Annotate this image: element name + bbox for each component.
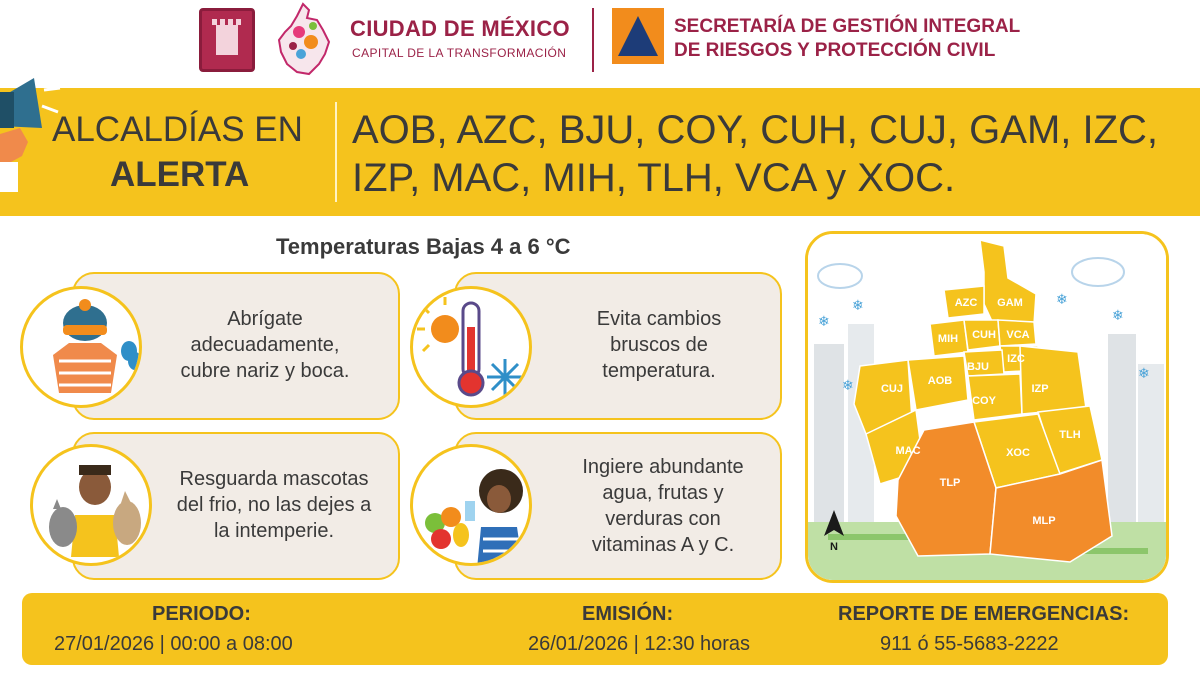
alcaldia-izp [1020, 346, 1086, 414]
snowflake-icon: ❄ [1138, 365, 1150, 381]
map-label-cuj: CUJ [880, 383, 904, 395]
map-label-tlp: TLP [939, 477, 961, 489]
map-label-mac: MAC [895, 445, 921, 457]
snowflake-icon: ❄ [1112, 307, 1124, 323]
map-label-vca: VCA [1006, 329, 1030, 341]
cdmx-subtitle: CAPITAL DE LA TRANSFORMACIÓN [352, 46, 567, 60]
cloud-icon [818, 264, 862, 288]
agency-title-line1: SECRETARÍA DE GESTIÓN INTEGRAL [674, 16, 1021, 37]
period-label: PERIODO: [152, 603, 251, 625]
thermometer-icon [410, 286, 532, 408]
emergency-label: REPORTE DE EMERGENCIAS: [838, 603, 1130, 625]
emission-label: EMISIÓN: [582, 603, 674, 625]
header-divider [592, 8, 594, 72]
snowflake-icon: ❄ [842, 377, 854, 393]
cdmx-map-logo [273, 2, 335, 78]
cdmx-title: CIUDAD DE MÉXICO [350, 16, 570, 41]
alcaldias-map [805, 231, 1169, 583]
cloud-icon [1072, 258, 1124, 286]
map-label-tlh: TLH [1059, 429, 1081, 441]
svg-text:N: N [830, 541, 838, 553]
recommendation-text-4: Ingiere abundante agua, frutas y verduras con vitaminas A y C. [582, 456, 744, 556]
recommendation-text-3: Resguarda mascotas del frio, no las dejes a la intemperie. [176, 468, 372, 542]
map-label-mlp: MLP [1032, 515, 1056, 527]
winter-clothes-icon [20, 286, 142, 408]
snowflake-icon: ❄ [1056, 291, 1068, 307]
civil-protection-logo [612, 8, 664, 64]
period-value: 27/01/2026 | 00:00 a 08:00 [54, 633, 293, 655]
alert-label-line2: ALERTA [110, 155, 250, 194]
map-label-bju: BJU [966, 361, 990, 373]
recommendation-text-2: Evita cambios bruscos de temperatura. [596, 308, 722, 382]
agency-title-line2: DE RIESGOS Y PROTECCIÓN CIVIL [674, 40, 996, 61]
snowflake-icon: ❄ [852, 297, 864, 313]
alcaldias-list-line2: IZP, MAC, MIH, TLH, VCA y XOC. [352, 156, 956, 200]
map-label-aob: AOB [927, 375, 953, 387]
map-label-gam: GAM [997, 297, 1023, 309]
map-label-mih: MIH [937, 333, 959, 345]
map-label-azc: AZC [954, 297, 978, 309]
emission-value: 26/01/2026 | 12:30 horas [528, 633, 751, 655]
snowflake-icon: ❄ [818, 313, 830, 329]
pets-icon [30, 444, 152, 566]
map-label-izc: IZC [1007, 353, 1025, 365]
banner-divider [335, 102, 337, 202]
alert-label-line1: ALCALDÍAS EN [52, 110, 303, 149]
emergency-phone: 911 ó 55-5683-2222 [880, 633, 1059, 655]
map-label-xoc: XOC [1006, 447, 1030, 459]
alcaldias-list-line1: AOB, AZC, BJU, COY, CUH, CUJ, GAM, IZC, [352, 108, 1159, 152]
map-label-izp: IZP [1031, 383, 1049, 395]
map-label-coy: COY [972, 395, 996, 407]
recommendation-text-1: Abrígate adecuadamente, cubre nariz y boca. [180, 308, 350, 382]
header [0, 0, 1200, 82]
fruits-water-icon [410, 444, 532, 566]
temperature-title: Temperaturas Bajas 4 a 6 °C [276, 234, 571, 259]
cdmx-seal-logo [199, 8, 255, 72]
map-label-cuh: CUH [972, 329, 996, 341]
